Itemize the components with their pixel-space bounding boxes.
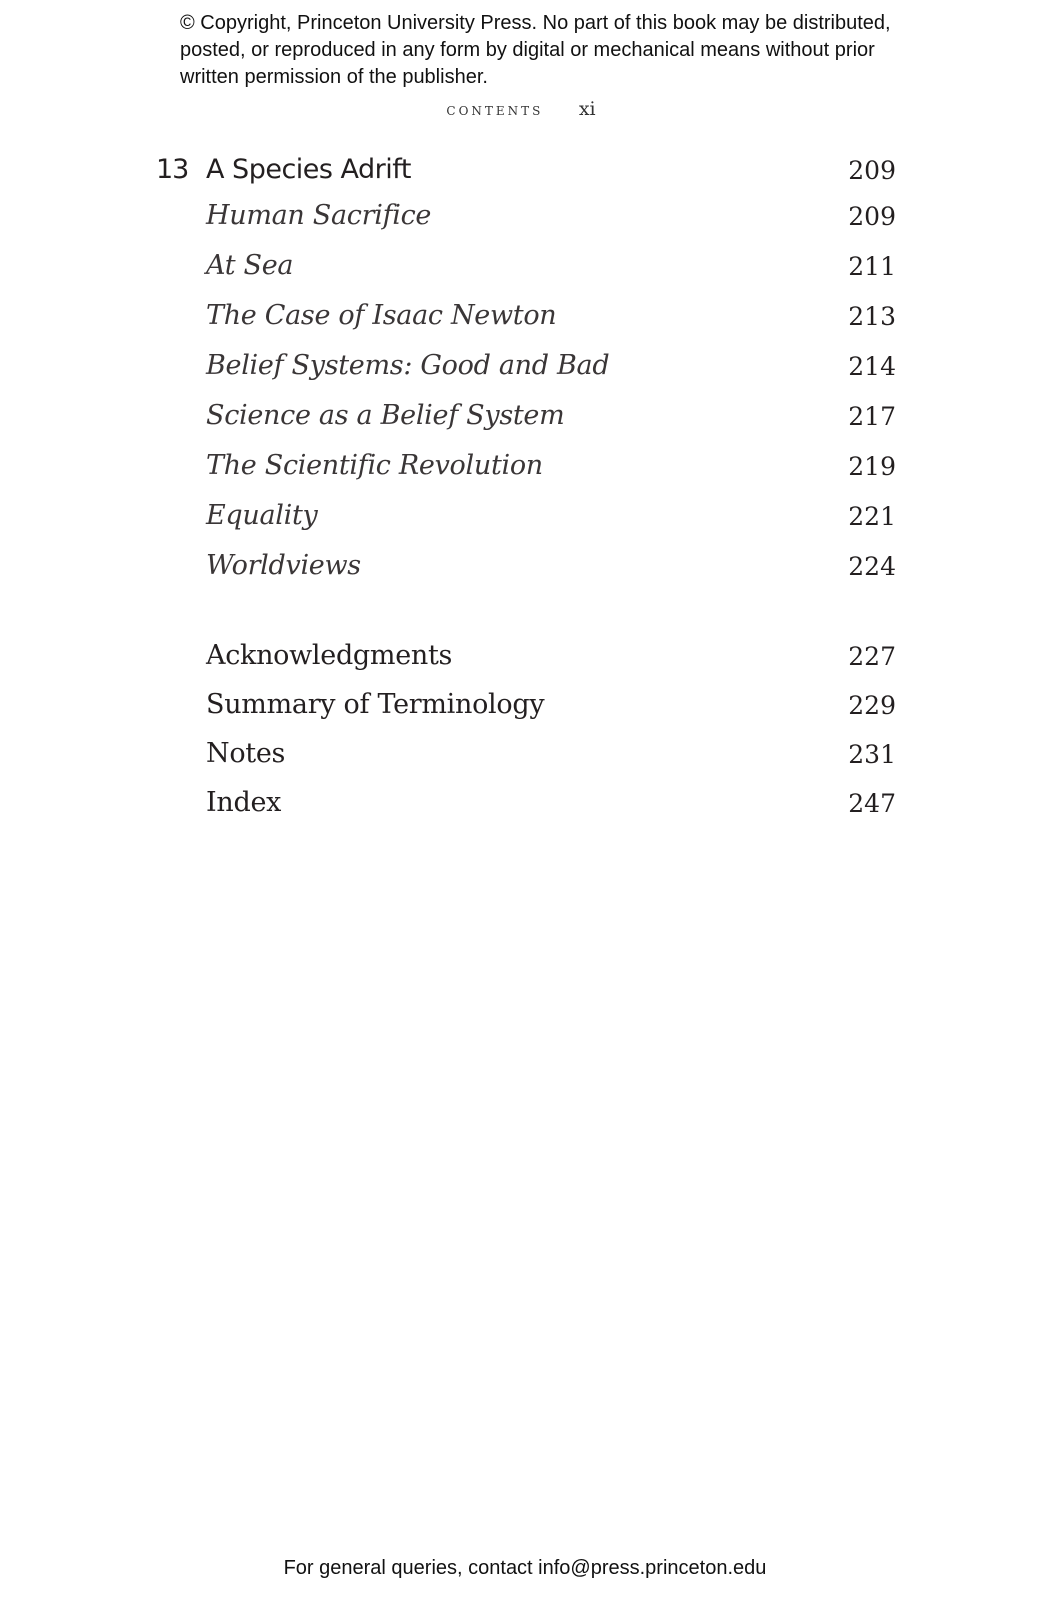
section-title: The Case of Isaac Newton [206,300,557,331]
toc-back-matter-entry[interactable] [206,787,896,831]
toc-section-entry[interactable] [206,500,896,544]
chapter-heading[interactable] [156,150,896,194]
toc-section-entry[interactable] [206,450,896,494]
back-matter-title: Summary of Terminology [206,689,545,720]
section-title: Science as a Belief System [206,400,565,431]
copyright-notice: © Copyright, Princeton University Press. No part of this book may be distributed, posted, or reproduced in any form by digital or mechanical means without prior written permission of the publisher. [180,12,891,88]
back-matter-title: Notes [206,738,286,769]
section-page: 213 [848,302,896,331]
section-page: 217 [848,402,896,431]
section-page: 211 [848,252,896,281]
back-matter-page: 227 [848,642,896,671]
section-page: 214 [848,352,896,381]
back-matter-page: 247 [848,789,896,818]
section-title: At Sea [206,250,294,281]
toc-section-entry[interactable] [206,200,896,244]
section-page: 224 [848,552,896,581]
section-page: 221 [848,502,896,531]
section-page: 209 [848,202,896,231]
chapter-title: A Species Adrift [206,154,411,185]
toc-section-entry[interactable] [206,300,896,344]
footer-contact: For general queries, contact info@press.princeton.edu [283,1557,767,1579]
toc-section-entry[interactable] [206,550,896,594]
back-matter-page: 229 [848,691,896,720]
toc-back-matter-entry[interactable] [206,640,896,684]
chapter-page: 209 [848,156,896,185]
back-matter-title: Index [206,787,282,818]
section-title: The Scientific Revolution [206,450,543,481]
toc-section-entry[interactable] [206,250,896,294]
section-title: Belief Systems: Good and Bad [206,350,610,381]
back-matter-title: Acknowledgments [206,640,453,671]
toc-section-entry[interactable] [206,350,896,394]
toc-section-entry[interactable] [206,400,896,444]
section-title: Equality [206,500,318,531]
running-head [0,98,1050,120]
chapter-number: 13 [156,154,189,185]
toc-back-matter-entry[interactable] [206,689,896,733]
section-title: Human Sacrifice [206,200,432,231]
section-page: 219 [848,452,896,481]
section-title: Worldviews [206,550,361,581]
running-head-page-number: xi [578,98,596,120]
running-head-label: contents [446,100,544,120]
back-matter-page: 231 [848,740,896,769]
toc-back-matter-entry[interactable] [206,738,896,782]
